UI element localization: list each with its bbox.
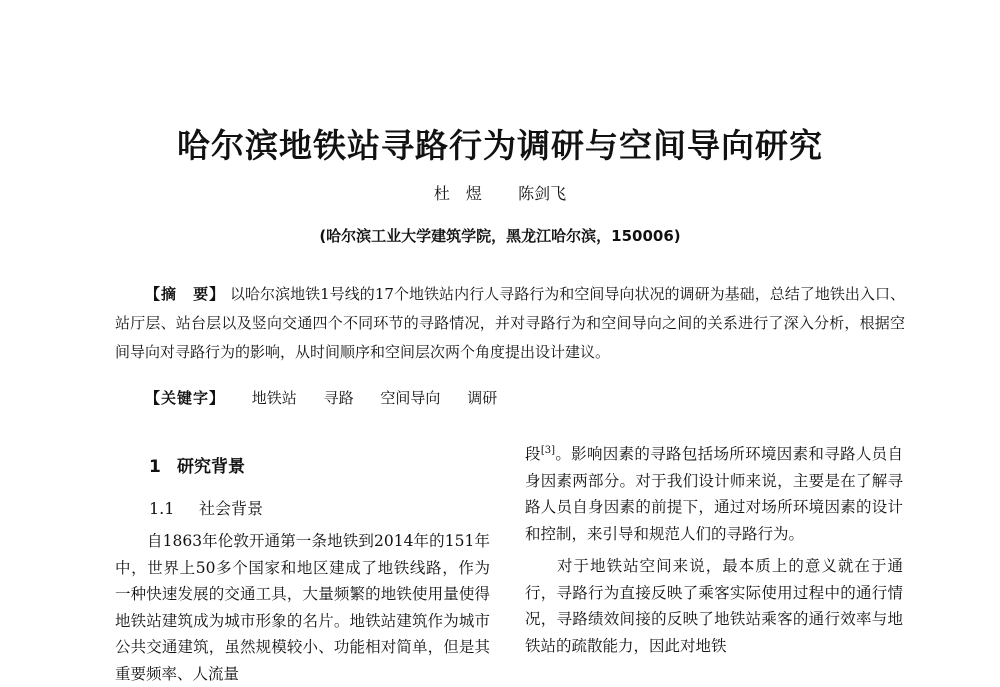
body-paragraph: 自1863年伦敦开通第一条地铁到2014年的151年中，世界上50多个国家和地区建成了地铁线路，作为一种快速发展的交通工具，大量频繁的地铁使用量使得地铁站建筑成为城市形象的名片。地铁站建筑作为城市公共交通建筑，虽然规模较小、功能相对简单，但是其重要频率、人流量 [115,532,490,683]
section-number: 1 [149,457,161,477]
left-column [115,450,490,687]
section-heading [149,450,490,482]
citation-ref: [3] [540,444,555,456]
subsection-heading [149,494,490,524]
keywords-label: 【关键字】 [145,389,226,407]
paper-title: 哈尔滨地铁站寻路行为调研与空间导向研究 [177,126,823,165]
section-title: 研究背景 [177,457,245,477]
subsection-title: 社会背景 [199,499,264,518]
keywords [145,386,905,410]
abstract [115,280,905,367]
author-list [0,183,1000,205]
body-paragraph [525,441,903,547]
paragraph-text: 。影响因素的寻路包括场所环境因素和寻路人员自身因素两部分。对于我们设计师来说，主要是在了解寻路人员自身因素的前提下，通过对场所环境因素的设计和控制，来引导和规范人们的寻路行为。 [525,445,903,543]
author-name: 杜 煜 [433,184,482,203]
abstract-label: 【摘 要】 [145,285,226,303]
author-name: 陈剑飞 [518,184,567,203]
abstract-text: 以哈尔滨地铁1号线的17个地铁站内行人寻路行为和空间导向状况的调研为基础，总结了地铁出入口、站厅层、站台层以及竖向交通四个不同环节的寻路情况，并对寻路行为和空间导向之间的关系进行了深入分析，根据空间导向对寻路行为的影响，从时间顺序和空间层次两个角度提出设计建议。 [115,285,905,361]
affiliation: (哈尔滨工业大学建筑学院，黑龙江哈尔滨，150006) [319,227,681,245]
subsection-number: 1.1 [149,499,175,518]
right-column [525,441,903,659]
body-paragraph: 对于地铁站空间来说，最本质上的意义就在于通行，寻路行为直接反映了乘客实际使用过程中的通行情况，寻路绩效间接的反映了地铁站乘客的通行效率与地铁站的疏散能力，因此对地铁 [525,557,903,655]
keyword: 地铁站 [251,389,297,407]
paragraph-start: 段 [525,445,541,463]
keyword: 调研 [467,389,498,407]
keyword: 空间导向 [380,389,441,407]
keyword: 寻路 [323,389,354,407]
